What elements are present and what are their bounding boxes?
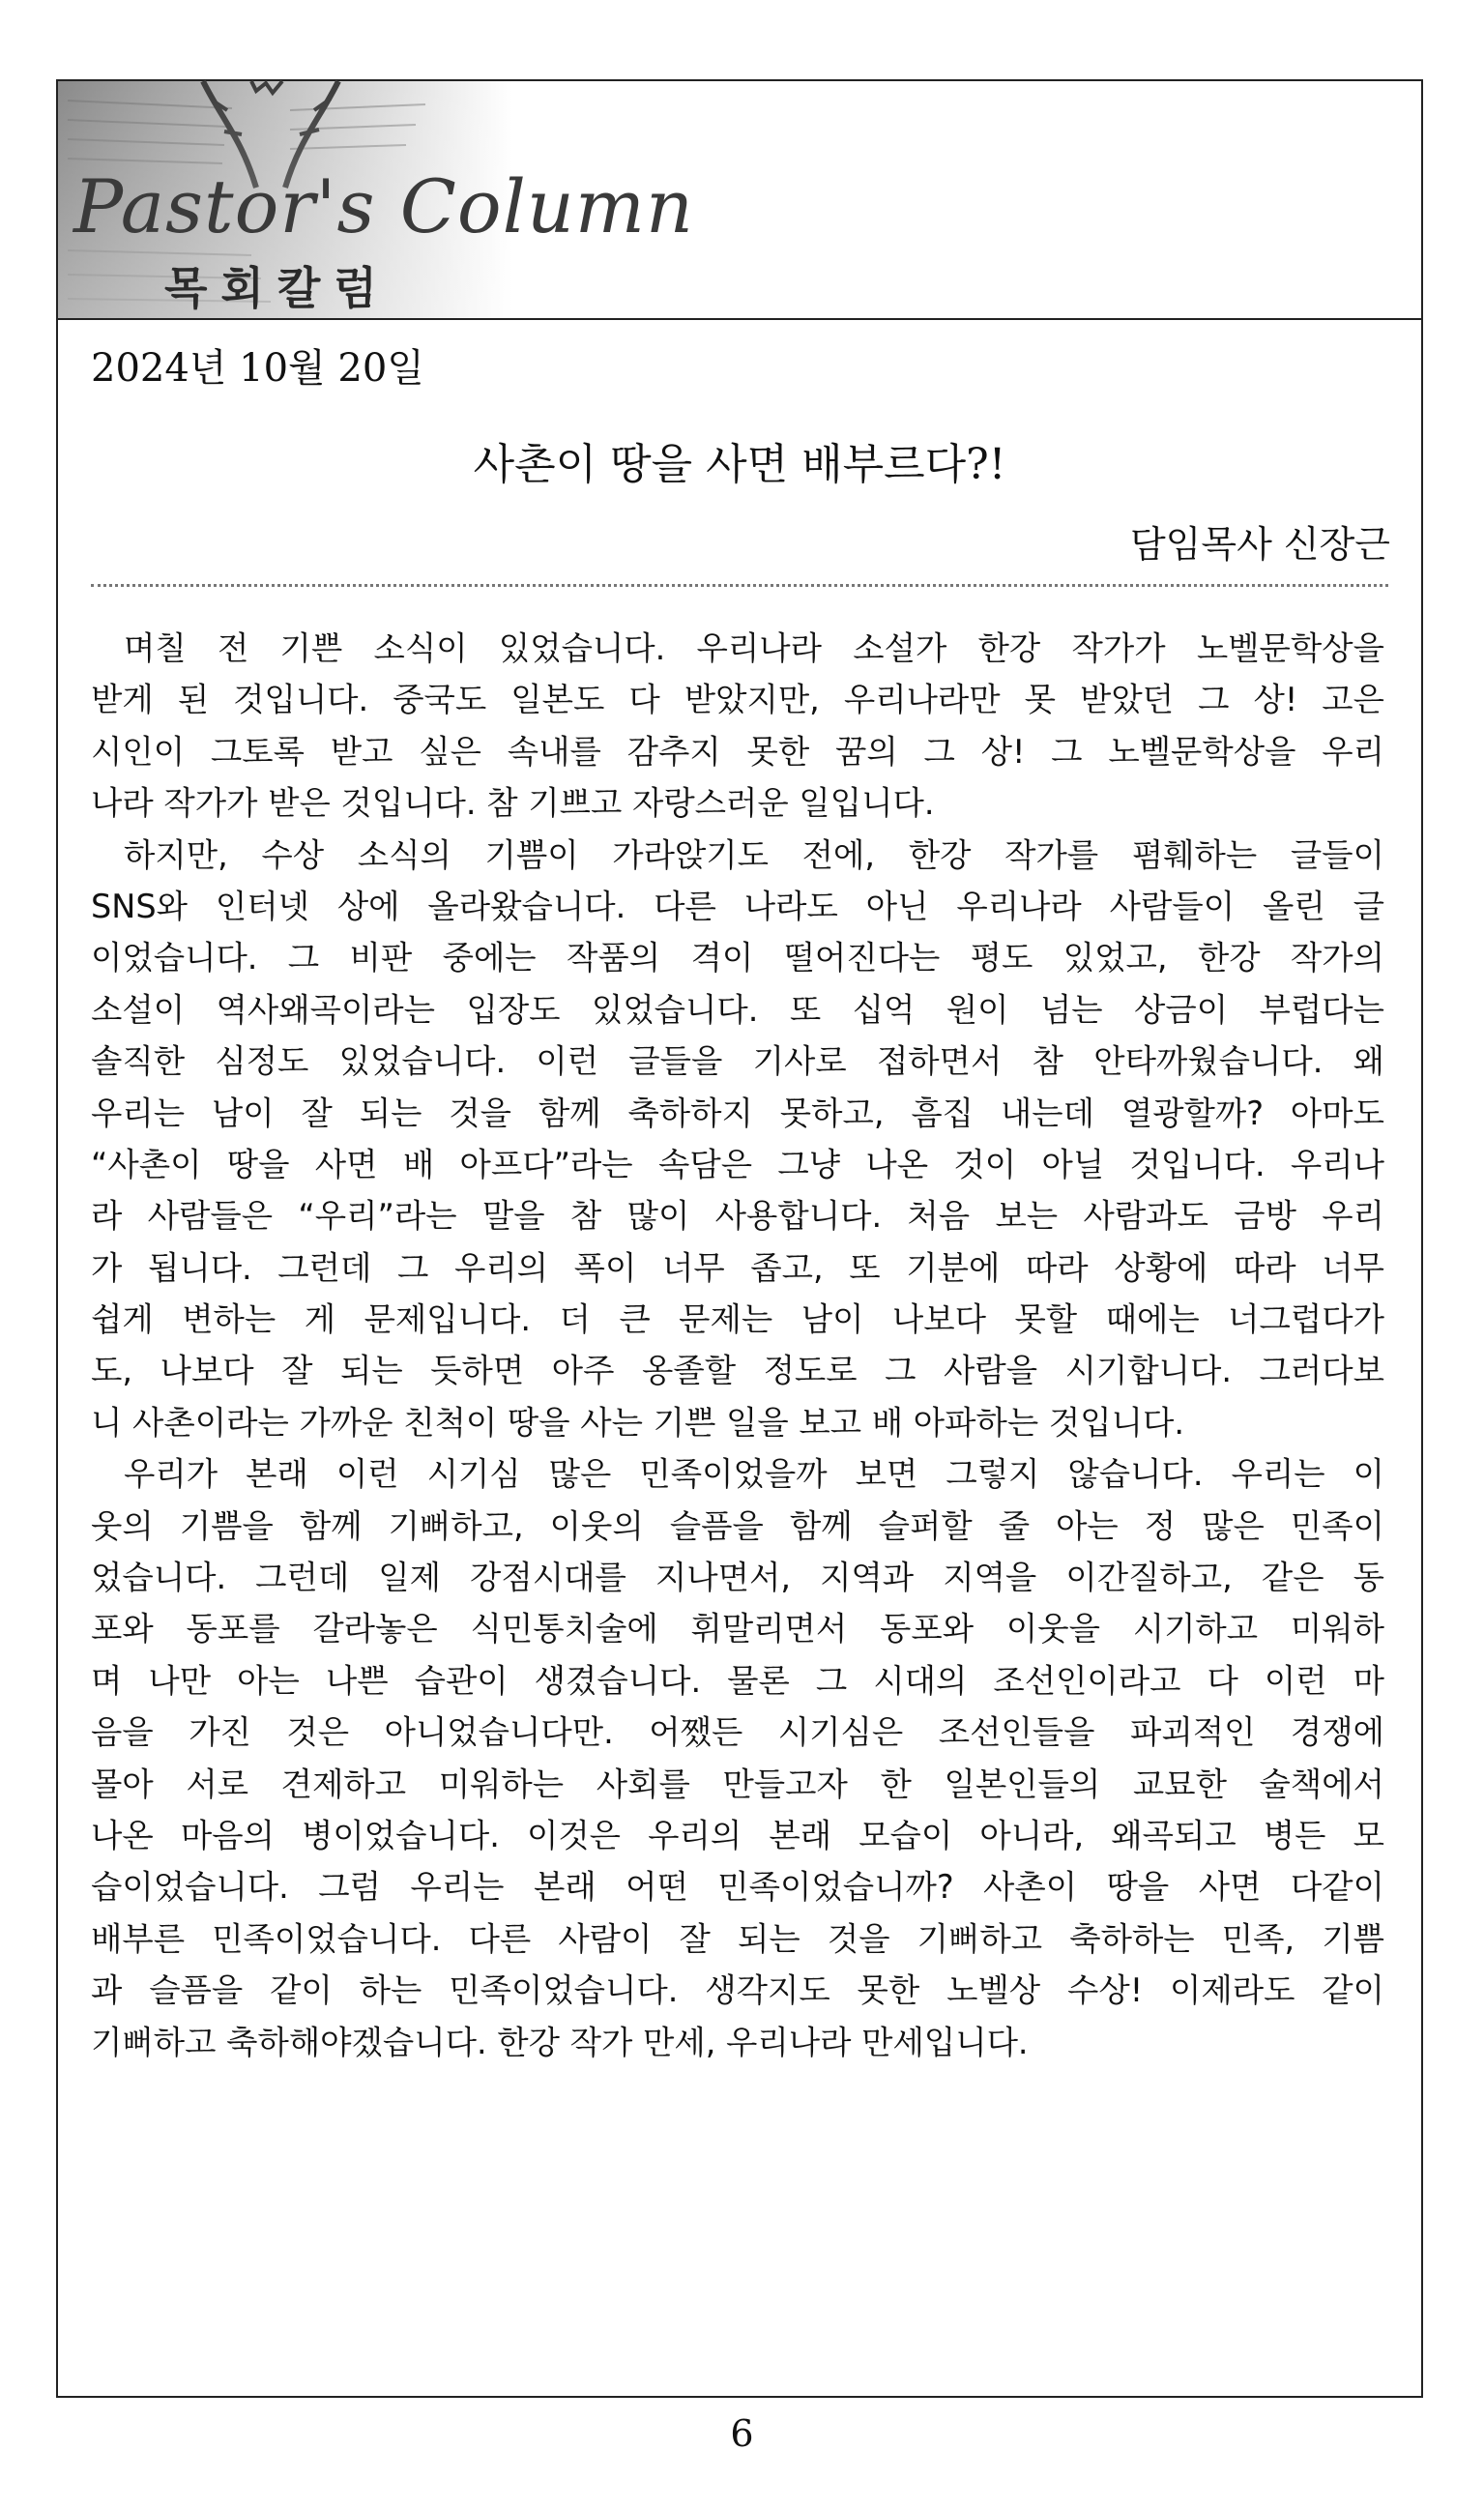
column-body bbox=[91, 623, 1384, 2068]
body-line: 우리는 남이 잘 되는 것을 함께 축하하지 못하고, 흠집 내는데 열광할까? 아마도 bbox=[91, 1094, 1384, 1132]
body-line: 음을 가진 것은 아니었습니다만. 어쨌든 시기심은 조선인들을 파괴적인 경쟁에 bbox=[91, 1713, 1384, 1752]
body-line: 웃의 기쁨을 함께 기뻐하고, 이웃의 슬픔을 함께 슬퍼할 줄 아는 정 많은 민족이 bbox=[91, 1506, 1384, 1545]
body-line: SNS와 인터넷 상에 올라왔습니다. 다른 나라도 아닌 우리나라 사람들이 올린 글 bbox=[91, 887, 1384, 925]
body-line: 배부른 민족이었습니다. 다른 사람이 잘 되는 것을 기뻐하고 축하하는 민족, 기쁨 bbox=[91, 1919, 1384, 1958]
body-line: 시인이 그토록 받고 싶은 속내를 감추지 못한 꿈의 그 상! 그 노벨문학상을 우리 bbox=[91, 732, 1384, 771]
logo-subtitle: 목회칼럼 bbox=[164, 262, 391, 314]
body-line: 었습니다. 그런데 일제 강점시대를 지나면서, 지역과 지역을 이간질하고, 같은 동 bbox=[91, 1559, 1384, 1597]
logo-title: Pastor's Column bbox=[73, 163, 694, 249]
body-line: 며 나만 아는 나쁜 습관이 생겼습니다. 물론 그 시대의 조선인이라고 다 이런 마 bbox=[91, 1661, 1384, 1700]
column-date: 2024년 10월 20일 bbox=[91, 346, 424, 391]
body-line: 포와 동포를 갈라놓은 식민통치술에 휘말리면서 동포와 이웃을 시기하고 미워하 bbox=[91, 1610, 1384, 1648]
body-line: 과 슬픔을 같이 하는 민족이었습니다. 생각지도 못한 노벨상 수상! 이제라도 같이 bbox=[91, 1971, 1384, 2010]
banner-image bbox=[58, 81, 694, 318]
column-title: 사촌이 땅을 사면 배부르다?! bbox=[473, 440, 1006, 489]
body-line: 나온 마음의 병이었습니다. 이것은 우리의 본래 모습이 아니라, 왜곡되고 병든 모 bbox=[91, 1816, 1384, 1854]
body-line: 이었습니다. 그 비판 중에는 작품의 격이 떨어진다는 평도 있었고, 한강 작가의 bbox=[91, 939, 1384, 977]
column-frame bbox=[56, 79, 1423, 2398]
body-line: 받게 된 것입니다. 중국도 일본도 다 받았지만, 우리나라만 못 받았던 그 상! 고은 bbox=[91, 681, 1384, 719]
body-line: 몰아 서로 견제하고 미워하는 사회를 만들고자 한 일본인들의 교묘한 술책에서 bbox=[91, 1765, 1384, 1803]
dotted-divider bbox=[91, 584, 1388, 587]
body-line: 라 사람들은 “우리”라는 말을 참 많이 사용합니다. 처음 보는 사람과도 금방 우리 bbox=[91, 1197, 1384, 1236]
body-line: “사촌이 땅을 사면 배 아프다”라는 속담은 그냥 나온 것이 아닐 것입니다. 우리나 bbox=[91, 1145, 1384, 1183]
body-line: 습이었습니다. 그럼 우리는 본래 어떤 민족이었습니까? 사촌이 땅을 사면 다같이 bbox=[91, 1868, 1384, 1907]
body-line: 도, 나보다 잘 되는 듯하면 아주 옹졸할 정도로 그 사람을 시기합니다. 그러다보 bbox=[91, 1352, 1384, 1390]
page-number: 6 bbox=[730, 2412, 754, 2455]
body-line: 나라 작가가 받은 것입니다. 참 기쁘고 자랑스러운 일입니다. bbox=[91, 784, 935, 823]
body-line: 소설이 역사왜곡이라는 입장도 있었습니다. 또 십억 원이 넘는 상금이 부럽다는 bbox=[91, 990, 1384, 1029]
body-line: 하지만, 수상 소식의 기쁨이 가라앉기도 전에, 한강 작가를 폄훼하는 글들이 bbox=[124, 835, 1384, 874]
body-line: 솔직한 심정도 있었습니다. 이런 글들을 기사로 접하면서 참 안타까웠습니다. 왜 bbox=[91, 1042, 1384, 1081]
body-line: 니 사촌이라는 가까운 친척이 땅을 사는 기쁜 일을 보고 배 아파하는 것입니다. bbox=[91, 1403, 1184, 1442]
body-line: 우리가 본래 이런 시기심 많은 민족이었을까 보면 그렇지 않습니다. 우리는 이 bbox=[124, 1455, 1384, 1494]
body-line: 가 됩니다. 그런데 그 우리의 폭이 너무 좁고, 또 기분에 따라 상황에 따라 너무 bbox=[91, 1248, 1384, 1287]
body-line: 쉽게 변하는 게 문제입니다. 더 큰 문제는 남이 나보다 못할 때에는 너그럽다가 bbox=[91, 1300, 1384, 1339]
body-line: 며칠 전 기쁜 소식이 있었습니다. 우리나라 소설가 한강 작가가 노벨문학상을 bbox=[124, 629, 1384, 667]
column-header bbox=[58, 81, 1421, 320]
body-line: 기뻐하고 축하해야겠습니다. 한강 작가 만세, 우리나라 만세입니다. bbox=[91, 2023, 1029, 2061]
column-author: 담임목사 신장근 bbox=[1129, 523, 1390, 566]
